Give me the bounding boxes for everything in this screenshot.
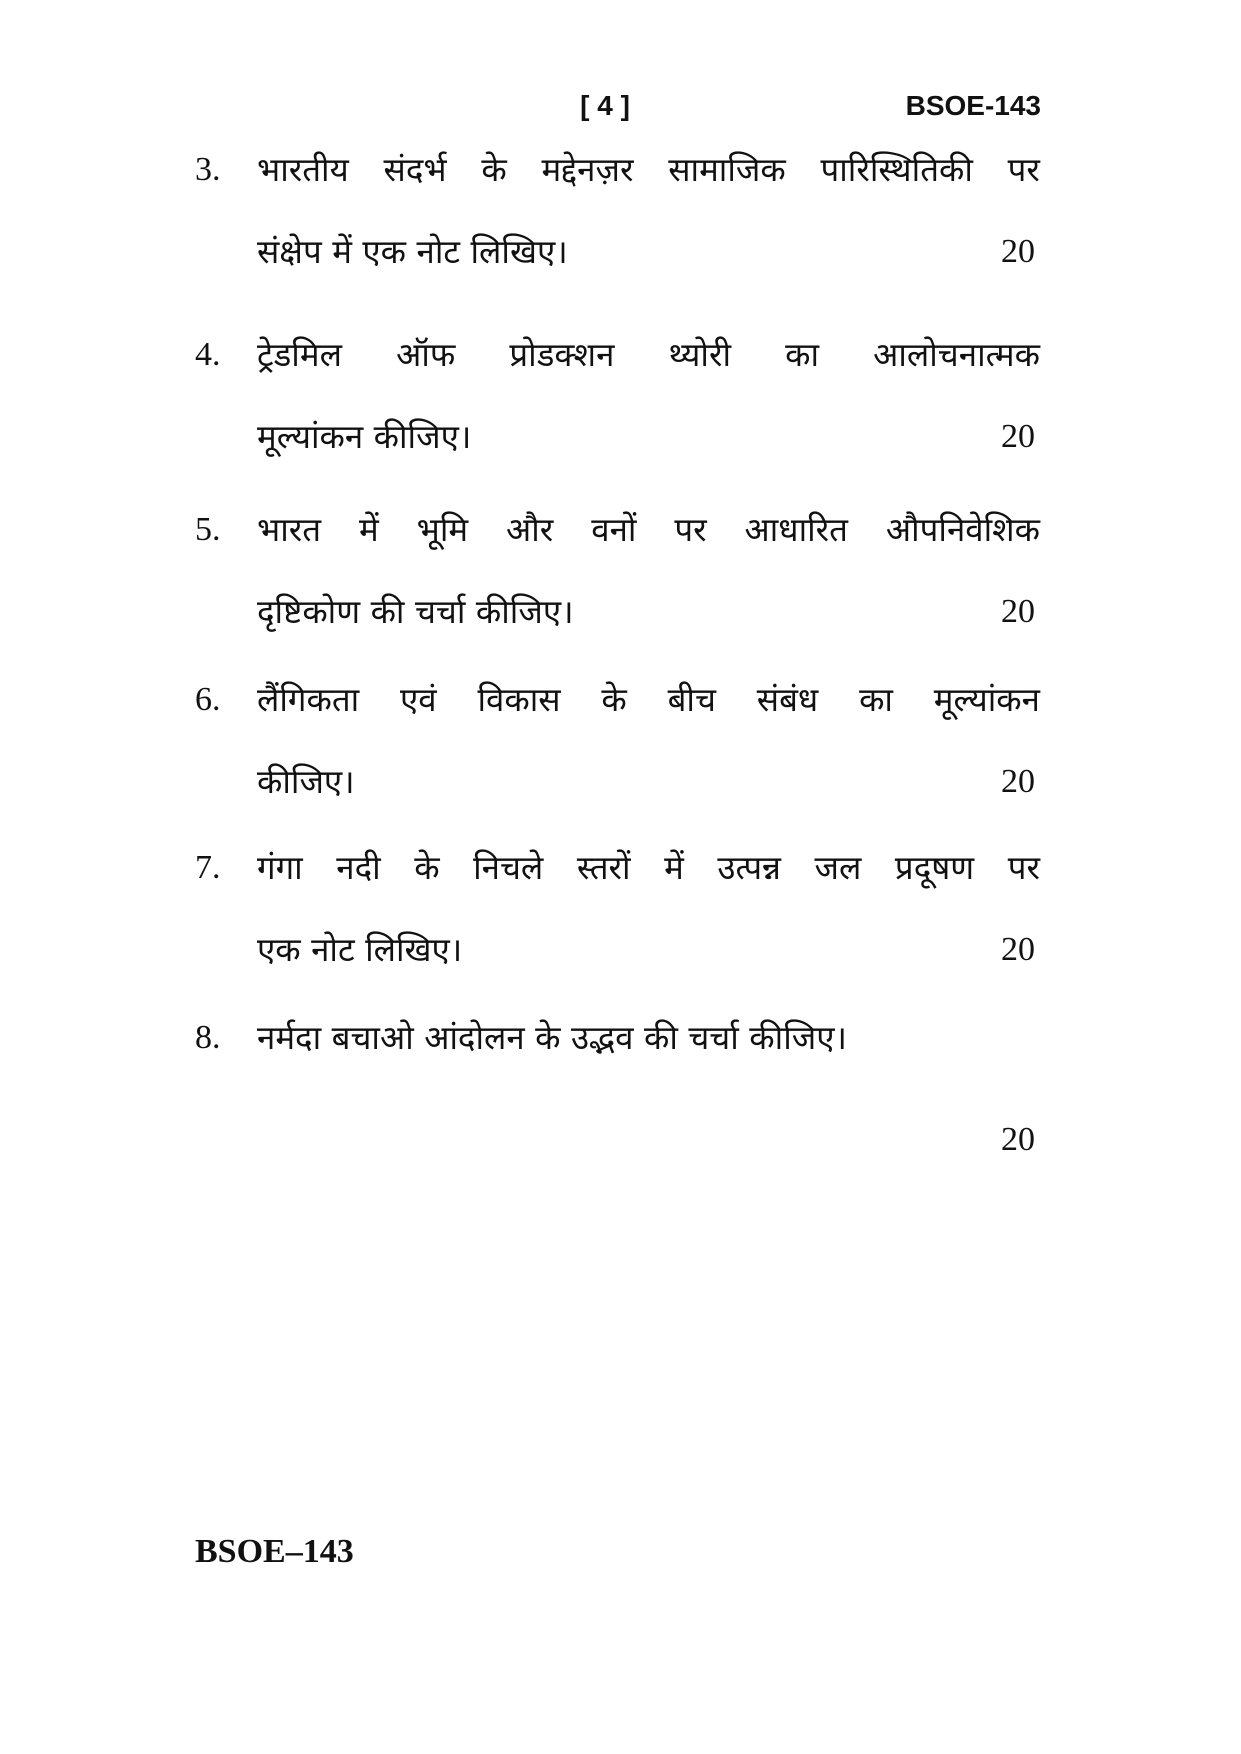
word: भूमि [416, 510, 469, 549]
word: आलोचनात्मक [873, 335, 1040, 374]
question-number: 3. [195, 151, 221, 188]
word: मद्देनज़र [541, 150, 634, 189]
word: स्तरों [576, 848, 631, 887]
word: में [358, 510, 379, 549]
word: भारतीय [257, 150, 349, 189]
word: का [785, 335, 820, 374]
question-text-line-1 [257, 670, 1040, 730]
word: ऑफ [396, 335, 456, 374]
word: पर [1007, 150, 1040, 189]
question-number: 7. [195, 849, 221, 886]
word: प्रोडक्शन [509, 335, 615, 374]
question-text-line-1 [257, 140, 1040, 200]
question-text-line-2: कीजिए। [257, 762, 355, 801]
word: औपनिवेशिक [885, 510, 1040, 549]
word: जल [814, 848, 862, 887]
page-number: [ 4 ] [580, 90, 630, 121]
question-text-line-2: मूल्यांकन कीजिए। [257, 417, 472, 456]
question-marks: 20 [1001, 763, 1035, 800]
word: का [859, 680, 893, 719]
question-text-line-1 [257, 325, 1040, 385]
word: नदी [336, 848, 381, 887]
word: पर [1007, 848, 1040, 887]
paper-code-header: BSOE-143 [905, 90, 1041, 121]
question-number: 4. [195, 336, 221, 373]
word: में [664, 848, 684, 887]
word: निचले [473, 848, 544, 887]
word: लैंगिकता [257, 680, 360, 719]
word: पारिस्थितिकी [820, 150, 973, 189]
word: के [414, 848, 440, 887]
word: थ्योरी [668, 335, 731, 374]
question-text-line-1 [257, 838, 1040, 898]
word: पर [674, 510, 707, 549]
question-marks: 20 [1001, 418, 1035, 455]
question-text-line-2: संक्षेप में एक नोट लिखिए। [257, 232, 568, 271]
word: बीच [667, 680, 716, 719]
question-marks: 20 [1001, 931, 1035, 968]
word: और [506, 510, 554, 549]
word: संदर्भ [383, 150, 447, 189]
word: प्रदूषण [894, 848, 975, 887]
question-number: 5. [195, 511, 221, 548]
word: संबंध [756, 680, 819, 719]
word: वनों [591, 510, 637, 549]
word: विकास [477, 680, 561, 719]
word: सामाजिक [668, 150, 786, 189]
paper-code-footer: BSOE–143 [195, 1533, 354, 1570]
question-text-line-1 [257, 500, 1040, 560]
question-marks: 20 [1001, 593, 1035, 630]
word: मूल्यांकन [933, 680, 1040, 719]
question-text-line-1: नर्मदा बचाओ आंदोलन के उद्भव की चर्चा कीजिए। [257, 1018, 847, 1057]
question-marks: 20 [1001, 233, 1035, 270]
word: आधारित [744, 510, 848, 549]
word: भारत [257, 510, 322, 549]
word: एवं [400, 680, 437, 719]
question-text-line-2: एक नोट लिखिए। [257, 930, 463, 969]
question-number: 6. [195, 681, 221, 718]
word: ट्रेडमिल [257, 335, 342, 374]
question-marks: 20 [1001, 1121, 1035, 1158]
question-text-line-2: दृष्टिकोण की चर्चा कीजिए। [257, 592, 574, 631]
word: उत्पन्न [717, 848, 781, 887]
word: गंगा [257, 848, 303, 887]
question-number: 8. [195, 1019, 221, 1056]
word: के [601, 680, 627, 719]
word: के [481, 150, 507, 189]
